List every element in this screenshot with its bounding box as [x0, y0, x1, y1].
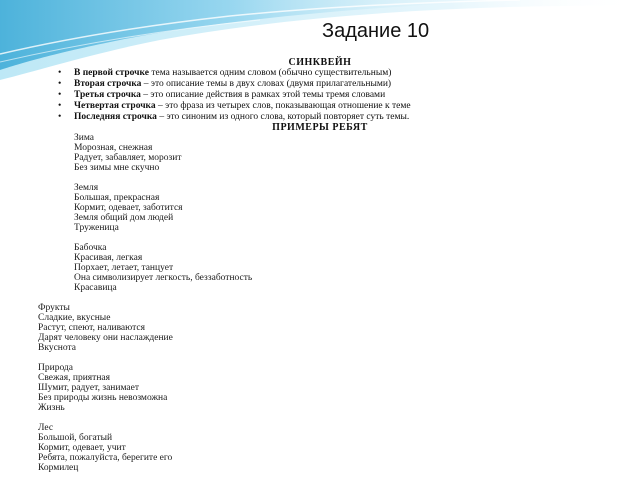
rule-line [58, 101, 411, 113]
bullet: • [58, 90, 62, 100]
example-line: Радует, забавляет, морозит [74, 153, 182, 163]
rule-text: – это описание действия в рамках этой темы тремя словами [140, 90, 386, 100]
example-line: Зима [74, 133, 95, 143]
example-line: Бабочка [74, 243, 107, 253]
examples-heading: ПРИМЕРЫ РЕБЯТ [272, 122, 368, 133]
example-line: Кормилец [38, 463, 79, 473]
example-line: Кормит, одевает, заботится [74, 203, 183, 213]
example-line: Вкуснота [38, 343, 76, 353]
example-line: Порхает, летает, танцует [74, 263, 174, 273]
example-line: Красавица [74, 283, 117, 293]
rule-term: В первой строчке [74, 68, 149, 78]
rule-term: Третья строчка [74, 90, 141, 100]
rule-line [58, 79, 391, 91]
example-line: Земля общий дом людей [74, 213, 174, 223]
rule-term: Вторая строчка [74, 79, 142, 89]
rule-text: – это описание темы в двух словах (двумя прилагательными) [141, 79, 392, 89]
example-line: Большая, прекрасная [74, 193, 160, 203]
rule-text: – это синоним из одного слова, который повторяет суть темы. [156, 112, 410, 122]
rule-line [58, 90, 385, 102]
slide-title: Задание 10 [322, 20, 430, 42]
example-line: Шумит, радует, занимает [38, 383, 139, 393]
rule-text: тема называется одним словом (обычно существительным) [148, 68, 392, 78]
example-line: Земля [74, 183, 99, 193]
rule-term: Последняя строчка [74, 112, 157, 122]
example-line: Красивая, легкая [74, 253, 143, 263]
example-line: Сладкие, вкусные [38, 313, 111, 323]
example-line: Жизнь [38, 403, 65, 413]
document-heading: СИНКВЕЙН [288, 57, 352, 68]
example-line: Без зимы мне скучно [74, 163, 160, 173]
example-line: Ребята, пожалуйста, берегите его [38, 453, 173, 463]
example-line: Лес [38, 423, 54, 433]
example-line: Фрукты [38, 303, 70, 313]
rule-term: Четвертая строчка [74, 101, 156, 111]
example-line: Она символизирует легкость, беззаботность [74, 273, 253, 283]
example-line: Большой, богатый [38, 433, 113, 443]
bullet: • [58, 112, 62, 122]
example-line: Без природы жизнь невозможна [38, 393, 168, 403]
rule-text: – это фраза из четырех слов, показывающая отношение к теме [155, 101, 411, 111]
bullet: • [58, 68, 62, 78]
rule-line [58, 68, 391, 80]
example-line: Кормит, одевает, учит [38, 443, 126, 453]
example-line: Дарят человеку они наслаждение [38, 333, 173, 343]
example-line: Морозная, снежная [74, 143, 153, 153]
example-line: Природа [38, 363, 73, 373]
bullet: • [58, 79, 62, 89]
example-line: Свежая, приятная [38, 373, 110, 383]
example-line: Растут, спеют, наливаются [38, 323, 145, 333]
bullet: • [58, 101, 62, 111]
example-line: Труженица [74, 223, 119, 233]
